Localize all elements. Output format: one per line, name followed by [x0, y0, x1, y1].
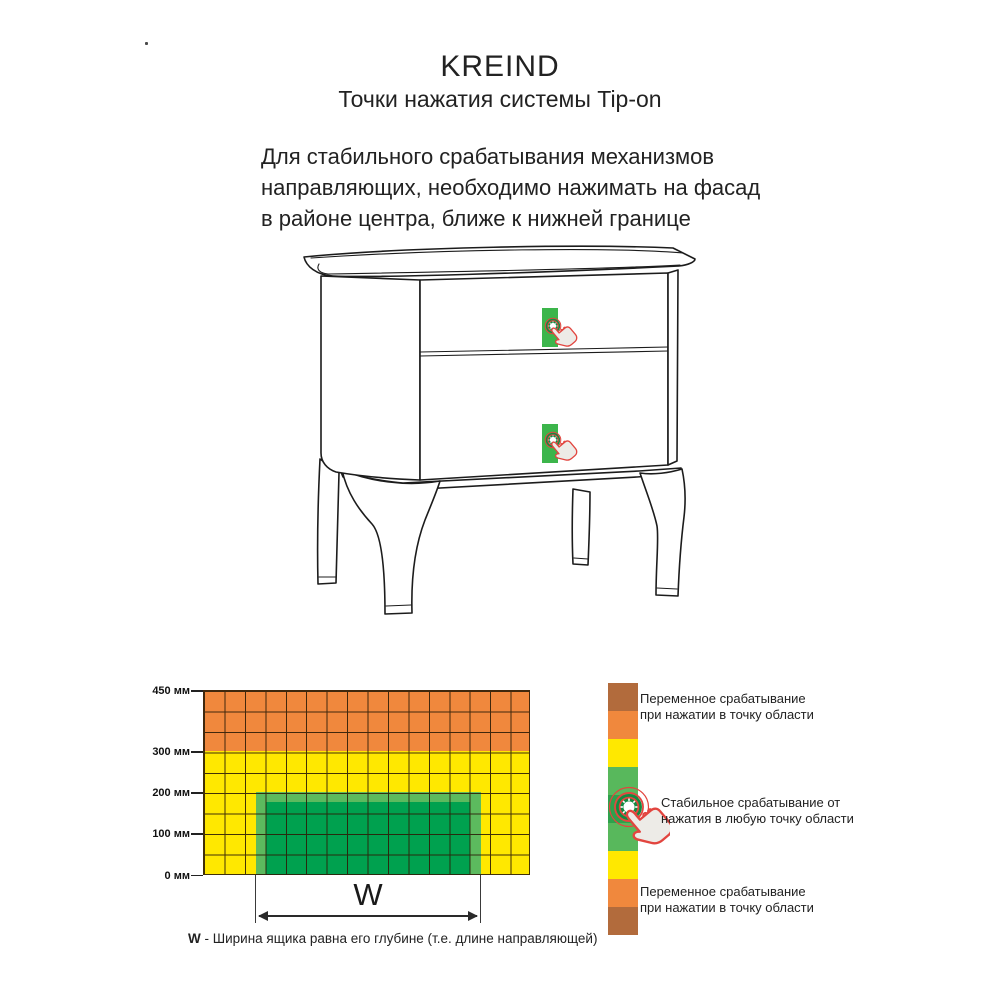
legend-strip-segment [608, 739, 638, 767]
w-dimension-label: W [353, 877, 383, 912]
arrow-head-left [258, 911, 268, 921]
legend-line: Переменное срабатывание [640, 884, 806, 899]
legend-line: при нажатии в точку области [640, 706, 814, 722]
axis-tick [191, 690, 203, 692]
legend-strip-segment [608, 851, 638, 879]
intro-line: направляющих, необходимо нажимать на фасад [261, 175, 761, 200]
intro-line: Для стабильного срабатывания механизмов [261, 144, 715, 169]
footer-note [188, 931, 597, 946]
legend-strip-segment [608, 879, 638, 907]
axis-label-0: 0 мм [164, 869, 190, 882]
axis-label-300: 300 мм [152, 746, 190, 758]
legend-item-stable [661, 795, 854, 826]
w-dimension-arrow [259, 915, 477, 917]
footer-w: W [188, 931, 201, 946]
intro-paragraph [261, 141, 801, 234]
legend-press-point-icon [594, 778, 670, 854]
axis-label-200: 200 мм [152, 787, 190, 799]
axis-tick [191, 751, 203, 753]
page-title: KREIND [440, 50, 560, 83]
legend-line: Переменное срабатывание [640, 691, 806, 706]
page-subtitle: Точки нажатия системы Tip-on [338, 86, 662, 112]
legend-strip-segment [608, 683, 638, 711]
legend-strip-segment [608, 907, 638, 935]
axis-label-100: 100 мм [152, 827, 190, 840]
side-panel [321, 276, 420, 480]
back-right-leg [572, 489, 590, 565]
axis-label-450: 450 мм [152, 684, 190, 697]
axis-tick [191, 875, 203, 877]
legend-item-variable-bottom [640, 884, 814, 915]
w-dimension [255, 875, 481, 923]
legend-line: нажатия в любую точку области [661, 810, 854, 826]
right-edge-panel [668, 270, 678, 465]
back-left-leg [318, 459, 339, 584]
legend-strip-segment [608, 711, 638, 739]
press-zone-chart [203, 690, 530, 875]
legend-item-variable-top [640, 691, 814, 722]
front-right-leg [640, 469, 685, 596]
axis-tick [191, 792, 203, 794]
intro-line: в районе центра, ближе к нижней границе [261, 206, 691, 231]
axis-tick [191, 833, 203, 835]
grid-lines-overlay [203, 690, 530, 875]
stray-dot [145, 42, 148, 45]
legend-line: при нажатии в точку области [640, 899, 814, 915]
arrow-head-right [468, 911, 478, 921]
footer-text: - Ширина ящика равна его глубине (т.е. длине направляющей) [200, 931, 598, 946]
front-left-leg [342, 470, 440, 614]
legend-line: Стабильное срабатывание от [661, 795, 841, 810]
furniture-illustration [285, 243, 715, 633]
